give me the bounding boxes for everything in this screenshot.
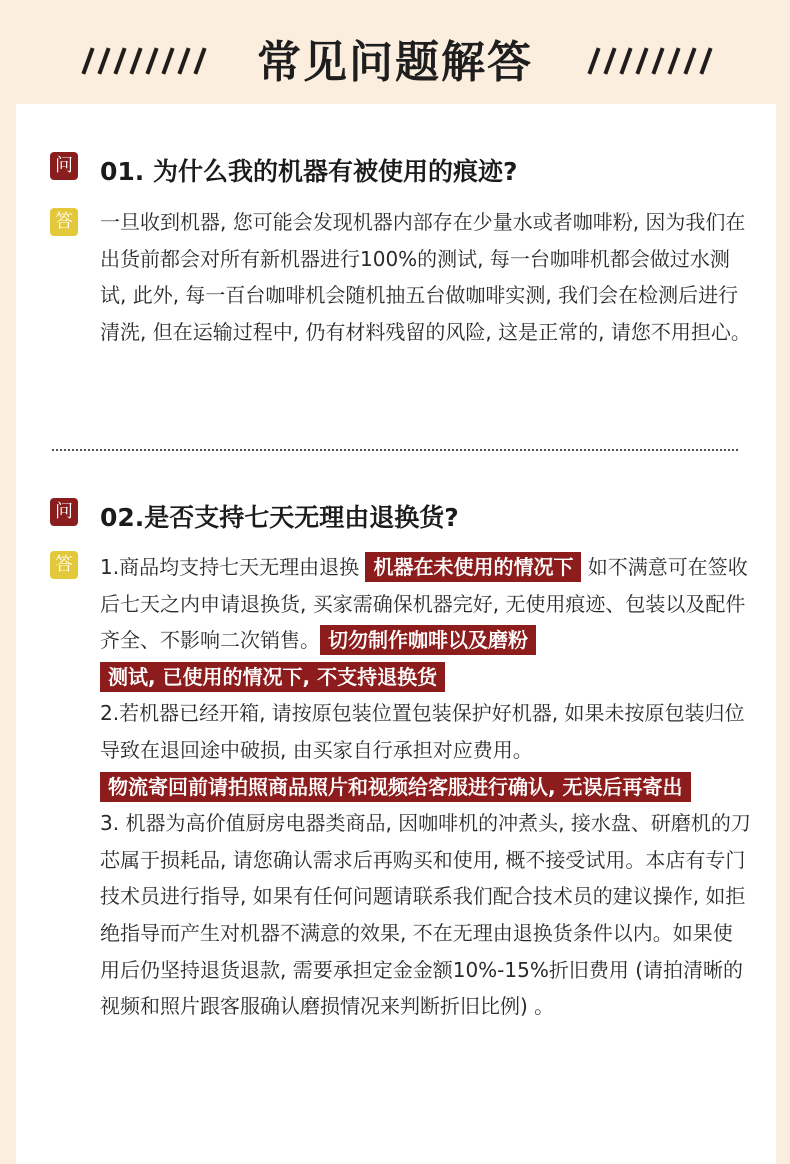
question-2: 02.是否支持七天无理由退换货? — [100, 503, 459, 532]
answer-badge-1: 答 — [50, 208, 78, 236]
faq-divider — [52, 449, 738, 451]
highlight-unused: 机器在未使用的情况下 — [365, 552, 581, 582]
highlight-photo-before-shipping: 物流寄回前请拍照商品照片和视频给客服进行确认, 无误后再寄出 — [100, 772, 691, 802]
question-badge-1: 问 — [50, 152, 78, 180]
page-header — [0, 0, 790, 104]
question-badge-2: 问 — [50, 498, 78, 526]
answer-2-p3-text: 3. 机器为高价值厨房电器类商品, 因咖啡机的冲煮头, 接水盘、研磨机的刀芯属于损耗品, 请您确认需求后再购买和使用, 概不接受试用。本店有专门技术员进行指导, 如果有任何问题请联系我们配合技术员的建议操作, 如拒绝指导而产生对机器不满意的效果, 不在无理由退换货条件以内。如果使用后仍坚持退货退款, 需要承担定金金额10%-15%折旧费用 (请拍清晰的视频和照片跟客服确认磨损情况来判断折旧比例) 。 — [100, 811, 751, 1019]
page-title: 常见问题解答 — [257, 37, 533, 88]
answer-1: 一旦收到机器, 您可能会发现机器内部存在少量水或者咖啡粉, 因为我们在出货前都会对所有新机器进行100%的测试, 每一台咖啡机都会做过水测试, 此外, 每一百台咖啡机会随机抽五台做咖啡实测, 我们会在检测后进行清洗, 但在运输过程中, 仍有材料残留的风险, 这是正常的, 请您不用担心。 — [100, 210, 751, 344]
answer-2-p2-text: 2.若机器已经开箱, 请按原包装位置包装保护好机器, 如果未按原包装归位导致在退回途中破损, 由买家自行承担对应费用。 — [100, 701, 745, 762]
answer-2-p1-rest: 如不满意可在签收后七天之内申请退换货, 买家需确保机器完好, 无使用痕迹、包装以及配件齐全、不影响二次销售。 — [100, 555, 748, 653]
decorative-slashes-right — [582, 46, 714, 76]
answer-2 — [100, 549, 752, 1025]
highlight-no-brewing: 切勿制作咖啡以及磨粉 — [320, 625, 536, 655]
faq-card — [16, 104, 776, 1164]
highlight-no-return-if-used: 测试, 已使用的情况下, 不支持退换货 — [100, 662, 445, 692]
answer-2-p1-text: 1.商品均支持七天无理由退换 — [100, 555, 366, 579]
answer-badge-2: 答 — [50, 551, 78, 579]
question-1: 01. 为什么我的机器有被使用的痕迹? — [100, 157, 518, 186]
